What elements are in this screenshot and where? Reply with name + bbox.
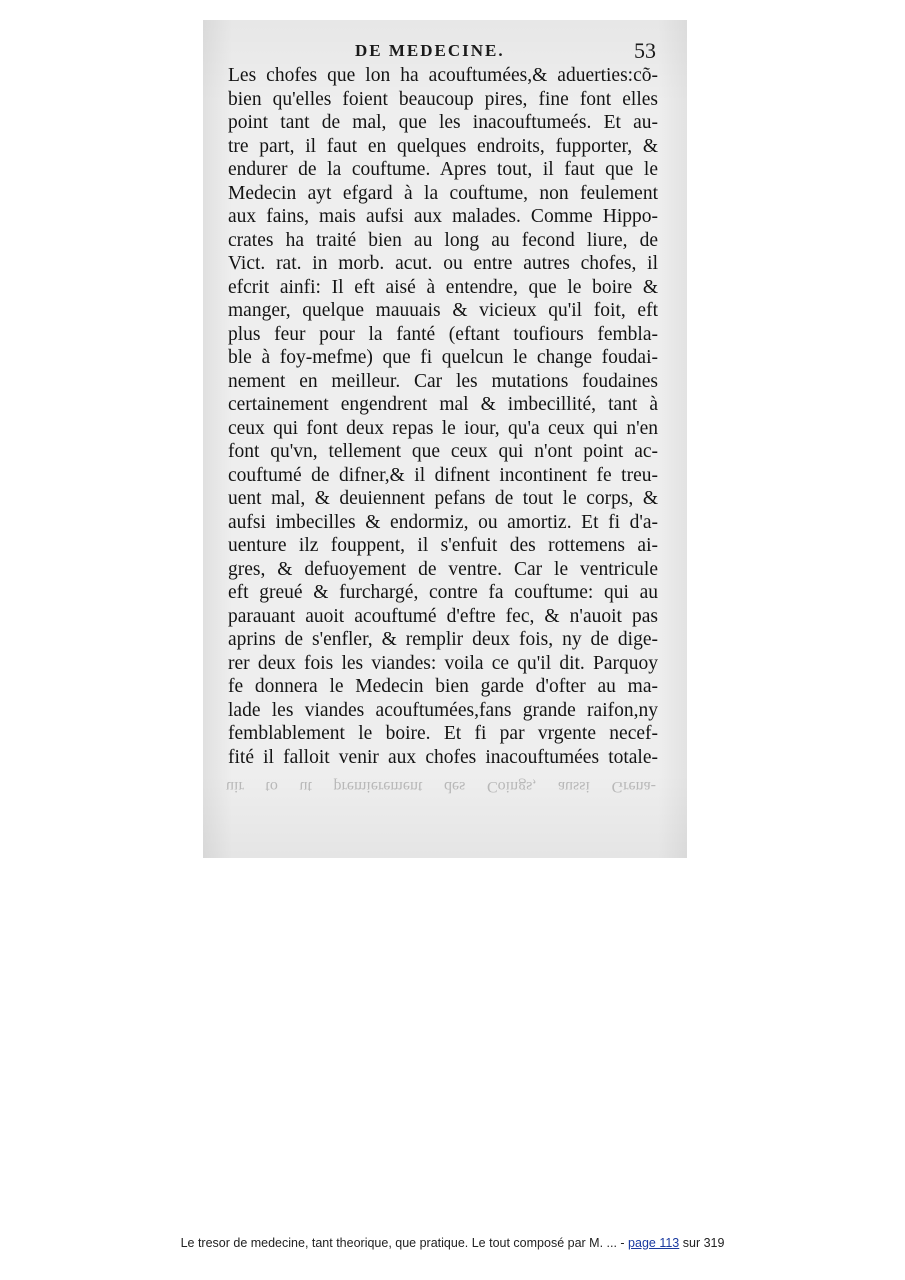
text-line: aufsi imbecilles & endormiz, ou amortiz. Et fi d'a- (228, 511, 658, 533)
book-title: Le tresor de medecine, tant theorique, que pratique. Le tout composé par M. ... (180, 1236, 617, 1250)
text-line: Vict. rat. in morb. acut. ou entre autres chofes, il (228, 253, 658, 274)
text-line: Les chofes que lon ha acouftumées,& aduerties:cõ- (228, 65, 658, 86)
text-line: uent mal, & deuiennent pefans de tout le corps, & (228, 488, 658, 509)
text-line: eft greué & furchargé, contre fa couftume: qui au (228, 582, 658, 603)
text-line: aprins de s'enfler, & remplir deux fois, ny de dige- (228, 629, 658, 650)
text-line: couftumé de difner,& il difnent incontinent fe treu- (228, 464, 658, 486)
text-line: certainement engendrent mal & imbecillité, tant à (228, 394, 658, 415)
text-line: fité il falloit venir aux chofes inacouftumées totale- (228, 746, 658, 768)
text-line: manger, quelque mauuais & vicieux qu'il foit, eft (228, 300, 658, 321)
text-line: femblablement le boire. Et fi par vrgente necef- (228, 723, 658, 744)
running-head: DE MEDECINE. (355, 41, 505, 60)
text-line: point tant de mal, que les inacouftumeés. Et au- (228, 112, 658, 133)
text-line: bien qu'elles foient beaucoup pires, fine font elles (228, 88, 658, 110)
text-line: Medecin ayt efgard à la couftume, non feulement (228, 182, 658, 204)
footer-caption (0, 1236, 905, 1250)
text-line: endurer de la couftume. Apres tout, il faut que le (228, 159, 658, 180)
page-text-block (228, 64, 658, 769)
text-line: lade les viandes acouftumées,fans grande raifon,ny (228, 699, 658, 721)
text-line: plus feur pour la fanté (eftant toufiours fembla- (228, 323, 658, 345)
bleed-through-text: uir to ut premierement des Coings, aussi Grena- (226, 778, 656, 795)
page-count: sur 319 (679, 1236, 725, 1250)
text-line: aux fains, mais aufsi aux malades. Comme Hippo- (228, 206, 658, 227)
text-line: gres, & defuoyement de ventre. Car le ventricule (228, 558, 658, 580)
text-line: ceux qui font deux repas le iour, qu'a ceux qui n'en (228, 417, 658, 439)
text-line: tre part, il faut en quelques endroits, fupporter, & (228, 135, 658, 157)
page-link[interactable]: page 113 (628, 1236, 680, 1250)
text-line: efcrit ainfi: Il eft aisé à entendre, que le boire & (228, 276, 658, 298)
text-line: uenture ilz fouppent, il s'enfuit des rottemens ai- (228, 535, 658, 556)
text-line: parauant auoit acouftumé d'eftre fec, & n'auoit pas (228, 605, 658, 627)
text-line: ble à foy-mefme) que fi quelcun le change foudai- (228, 347, 658, 368)
text-line: font qu'vn, tellement que ceux qui n'ont point ac- (228, 441, 658, 462)
text-line: rer deux fois les viandes: voila ce qu'il dit. Parquoy (228, 652, 658, 674)
text-line: fe donnera le Medecin bien garde d'ofter au ma- (228, 676, 658, 697)
page-number: 53 (634, 38, 656, 63)
footer-separator: - (616, 1236, 629, 1250)
text-line: crates ha traité bien au long au fecond liure, de (228, 229, 658, 251)
text-line: nement en meilleur. Car les mutations foudaines (228, 370, 658, 392)
